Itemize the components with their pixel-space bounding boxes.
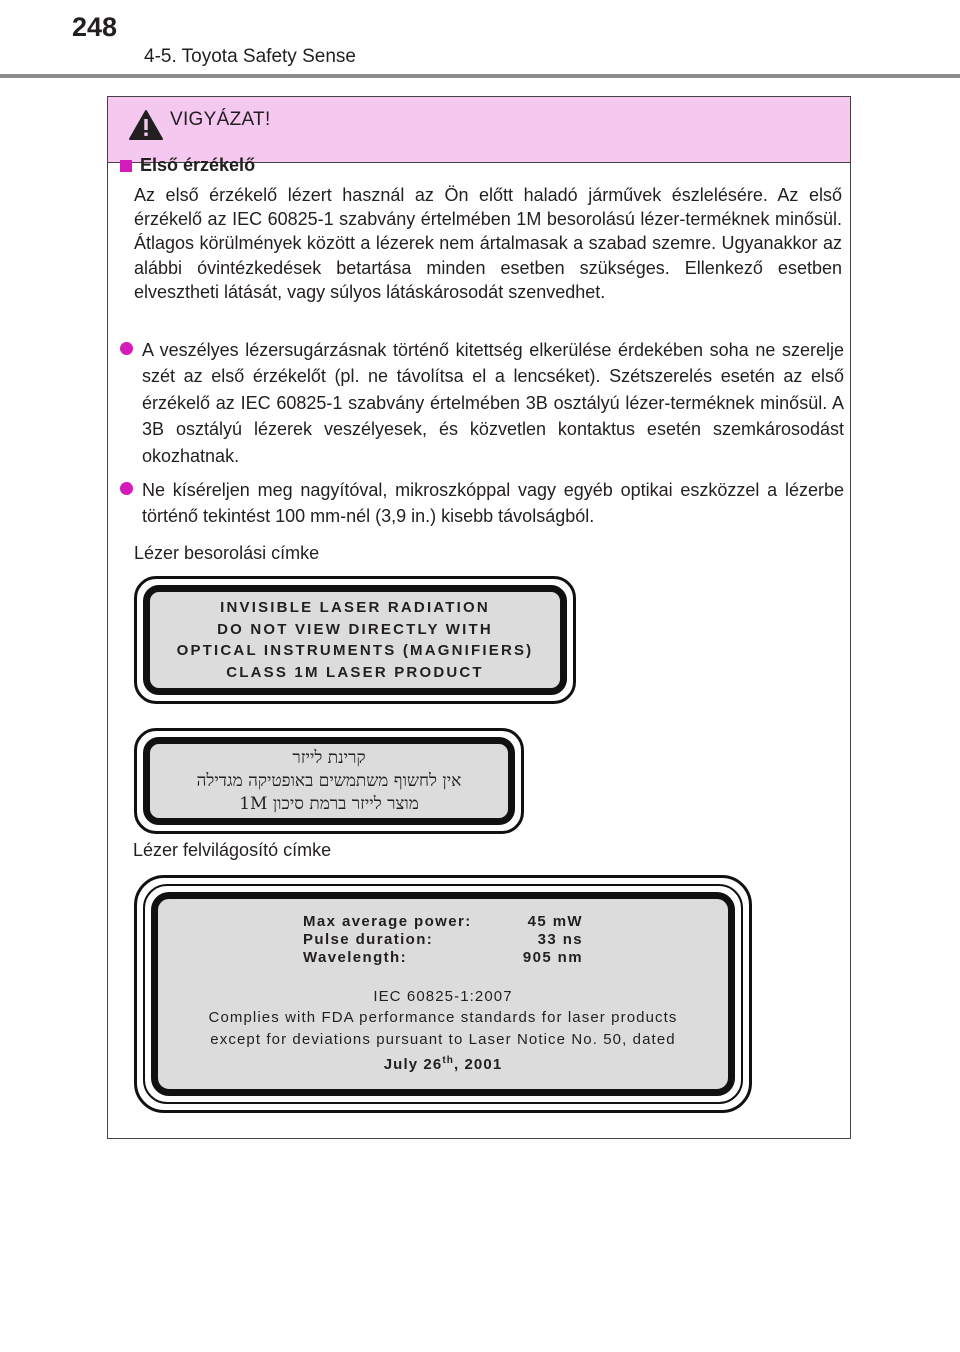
spec-key: Wavelength: (303, 948, 408, 966)
bullet-text: Ne kíséreljen meg nagyítóval, mikroszkóppal vagy egyéb optikai eszközzel a lézerbe történő tekintést 100 mm-nél (3,9 in.) kisebb távolságból. (142, 480, 844, 527)
compliance-line: except for deviations pursuant to Laser Notice No. 50, dated (210, 1030, 676, 1048)
subheading (120, 155, 255, 176)
date-superscript: th (442, 1055, 454, 1066)
spec-table (303, 913, 583, 966)
spec-value: 905 nm (522, 948, 583, 966)
label-line: INVISIBLE LASER RADIATION (220, 599, 490, 616)
label-line: CLASS 1M LASER PRODUCT (226, 663, 484, 681)
warning-title: VIGYÁZAT! (170, 109, 271, 130)
label-line: DO NOT VIEW DIRECTLY WITH (217, 620, 493, 638)
label-middle-frame (143, 884, 743, 1104)
section-title: 4-5. Toyota Safety Sense (144, 46, 356, 67)
round-bullet-icon (120, 342, 133, 355)
label-line: OPTICAL INSTRUMENTS (MAGNIFIERS) (176, 642, 534, 659)
warning-triangle-icon (128, 109, 164, 141)
compliance-date (384, 1050, 503, 1076)
bullet-item (120, 337, 844, 469)
bullet-text: A veszélyes lézersugárzásnak történő kitettség elkerülése érdekében soha ne szerelje szét az első érzékelőt (pl. ne távolítsa el a lencséket). Szétszerelés esetén az első érzékelő az IEC 60825-1 szabvány értelmében 3B osztályú lézer-terméknek minősül. A 3B osztályú lézerek veszélyesek, és közvetlen kontaktus esetén szemkárosodást okozhatnak. (142, 340, 844, 466)
laser-classification-label (134, 576, 576, 704)
label-inner (143, 737, 515, 825)
hebrew-label-line: מוצר לייזר ברמת סיכון 1M (239, 793, 419, 814)
warning-header (108, 97, 850, 163)
standard-text: IEC 60825-1:2007 (373, 987, 513, 1005)
label-inner (143, 585, 567, 695)
info-caption: Lézer felvilágosító címke (133, 840, 332, 860)
spec-value: 45 mW (527, 912, 583, 930)
date-suffix: , 2001 (453, 1056, 503, 1073)
square-bullet-icon (120, 160, 132, 172)
spec-value: 33 ns (537, 930, 583, 948)
header-divider (0, 74, 960, 78)
hebrew-label-line: קרינת לייזר (292, 747, 366, 768)
subheading-text: Első érzékelő (140, 155, 256, 175)
classification-caption: Lézer besorolási címke (134, 543, 320, 563)
label-inner (151, 892, 735, 1096)
spec-key: Max average power: (303, 912, 472, 930)
compliance-line: Complies with FDA performance standards for laser products (208, 1009, 678, 1026)
spec-key: Pulse duration: (303, 930, 434, 948)
hebrew-label-line: אין לחשוף משתמשים באופטיקה מגדילה (196, 770, 462, 791)
intro-paragraph: Az első érzékelő lézert használ az Ön előtt haladó járművek észlelésére. Az első érzékelő az IEC 60825-1 szabvány értelmében 1M besorolású lézer-terméknek minősül. Átlagos körülmények között a lézerek nem ártalmasak a szabad szemre. Ugyanakkor az alábbi óvintézkedések betartása minden esetben szükséges. Ellenkező esetben elvesztheti látását, vagy súlyos látáskárosodát szenvedhet. (134, 185, 842, 302)
page-number: 248 (72, 12, 118, 42)
laser-information-label (134, 875, 752, 1113)
round-bullet-icon (120, 482, 133, 495)
date-prefix: July 26 (383, 1056, 443, 1073)
hebrew-laser-label (134, 728, 524, 834)
bullet-item (120, 477, 844, 530)
